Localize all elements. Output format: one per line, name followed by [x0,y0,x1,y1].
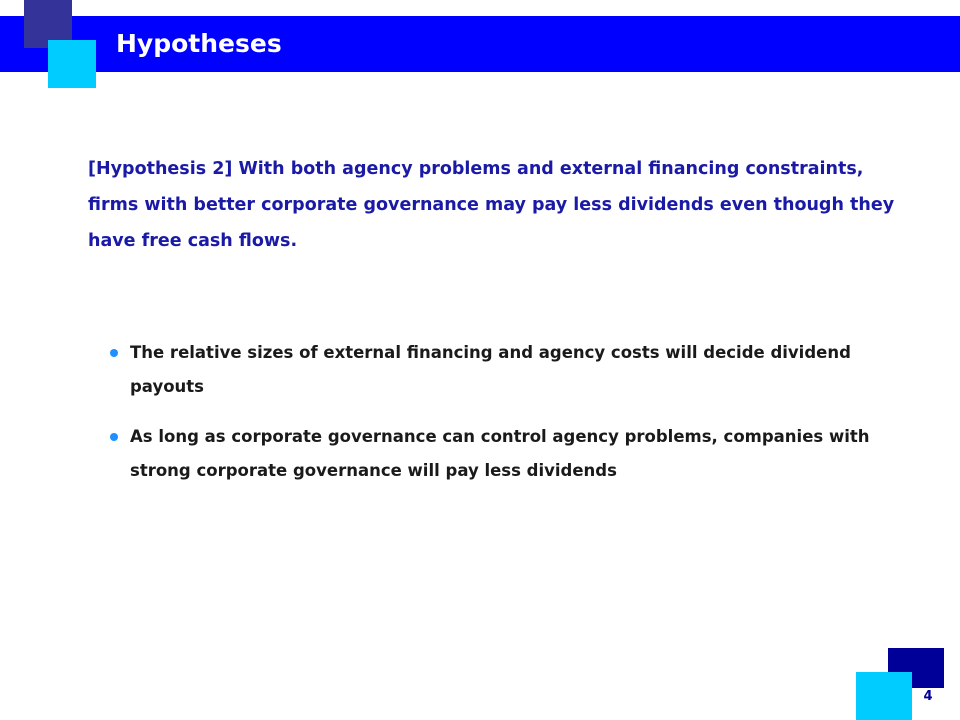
decorative-square-cyan [48,40,96,88]
slide-title: Hypotheses [116,29,282,58]
page-number: 4 [923,689,933,704]
bullet-item [110,336,910,404]
bullet-text: As long as corporate governance can control agency problems, companies with strong corporate governance will pay less dividends [130,427,870,480]
bullet-dot-icon [110,433,118,441]
bullet-dot-icon [110,349,118,357]
bullet-list [110,336,910,504]
bullet-text: The relative sizes of external financing and agency costs will decide dividend payouts [130,343,851,396]
hypothesis-statement: [Hypothesis 2] With both agency problems and external financing constraints, firms with better corporate governance may pay less dividends even though they have free cash flows. [88,159,895,251]
decorative-square-cyan-footer [856,672,912,720]
bullet-item [110,420,910,488]
